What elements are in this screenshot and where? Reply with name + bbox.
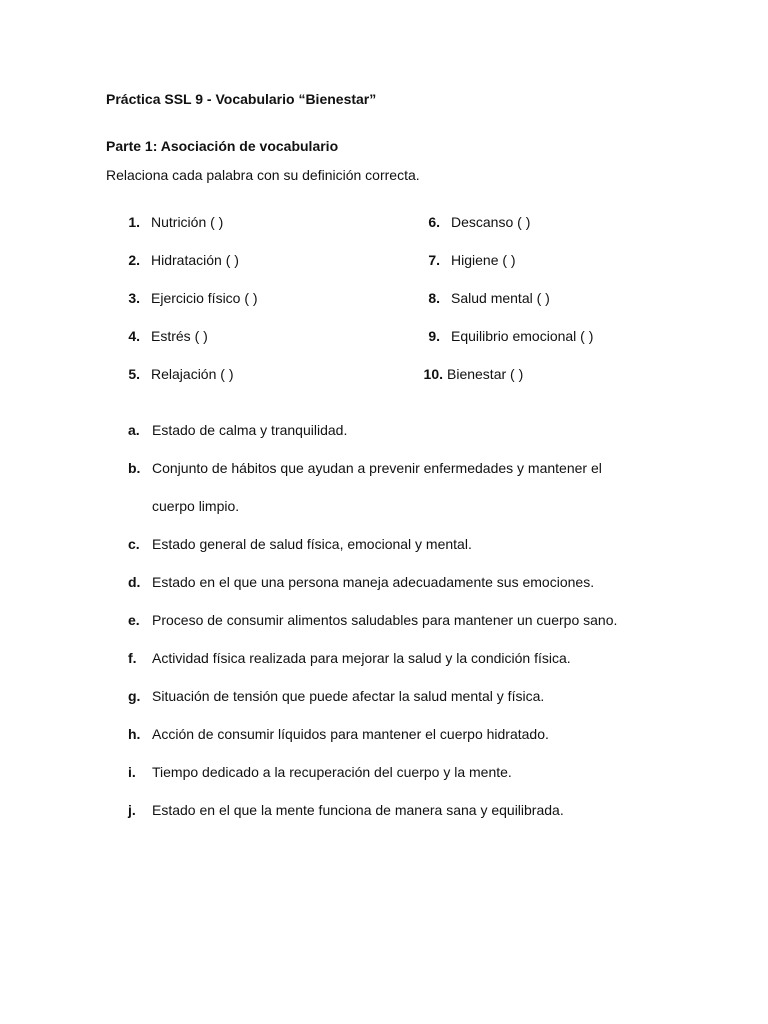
definition-text: Acción de consumir líquidos para mantener el cuerpo hidratado.: [152, 726, 549, 742]
word-label: Descanso ( ): [451, 214, 531, 230]
word-column-right: [406, 203, 593, 393]
word-item: [106, 203, 258, 241]
definition-item: [106, 677, 666, 715]
word-number: 1.: [128, 214, 140, 230]
definition-letter: c.: [128, 536, 140, 552]
word-item: [406, 317, 593, 355]
word-label: Estrés ( ): [151, 328, 208, 344]
word-number: 7.: [428, 252, 440, 268]
word-item: [406, 279, 593, 317]
word-label: Higiene ( ): [451, 252, 516, 268]
word-number: 2.: [128, 252, 140, 268]
definition-text: Estado de calma y tranquilidad.: [152, 422, 348, 438]
word-number: 9.: [428, 328, 440, 344]
word-number: 3.: [128, 290, 140, 306]
definition-item: [106, 715, 666, 753]
definition-letter: f.: [128, 650, 137, 666]
definition-letter: i.: [128, 764, 136, 780]
word-label: Salud mental ( ): [451, 290, 550, 306]
definition-item: [106, 791, 666, 829]
word-number: 8.: [428, 290, 440, 306]
definition-item: [106, 525, 666, 563]
word-item: [406, 241, 593, 279]
definition-letter: e.: [128, 612, 140, 628]
definition-text: Proceso de consumir alimentos saludables para mantener un cuerpo sano.: [152, 612, 618, 628]
word-number: 5.: [128, 366, 140, 382]
definition-list: [106, 411, 666, 829]
word-item: [406, 203, 593, 241]
word-item: [406, 355, 593, 393]
word-label: Nutrición ( ): [151, 214, 224, 230]
word-item: [106, 355, 258, 393]
definition-item: [106, 753, 666, 791]
definition-item: [106, 601, 666, 639]
word-item: [106, 241, 258, 279]
word-label: Equilibrio emocional ( ): [451, 328, 594, 344]
part-heading: Parte 1: Asociación de vocabulario: [106, 138, 339, 154]
definition-text: Estado general de salud física, emocional y mental.: [152, 536, 472, 552]
word-label: Relajación ( ): [151, 366, 234, 382]
definition-item: [106, 449, 666, 525]
word-label: Ejercicio físico ( ): [151, 290, 258, 306]
word-number: 4.: [128, 328, 140, 344]
word-item: [106, 279, 258, 317]
word-column-left: [106, 203, 258, 393]
definition-text: Actividad física realizada para mejorar la salud y la condición física.: [152, 650, 571, 666]
definition-text: Situación de tensión que puede afectar la salud mental y física.: [152, 688, 545, 704]
document-title: Práctica SSL 9 - Vocabulario “Bienestar”: [106, 91, 377, 107]
word-number: 6.: [428, 214, 440, 230]
definition-letter: h.: [128, 726, 141, 742]
word-number: 10.: [423, 366, 443, 382]
word-item: [106, 317, 258, 355]
definition-item: [106, 563, 666, 601]
definition-text: Conjunto de hábitos que ayudan a prevenir enfermedades y mantener el: [152, 460, 602, 476]
definition-letter: a.: [128, 422, 140, 438]
definition-text: Estado en el que la mente funciona de manera sana y equilibrada.: [152, 802, 564, 818]
definition-letter: b.: [128, 460, 141, 476]
word-label: Hidratación ( ): [151, 252, 239, 268]
definition-text: Tiempo dedicado a la recuperación del cuerpo y la mente.: [152, 764, 512, 780]
definition-item: [106, 639, 666, 677]
definition-letter: g.: [128, 688, 141, 704]
definition-text: Estado en el que una persona maneja adecuadamente sus emociones.: [152, 574, 595, 590]
definition-text-continued: cuerpo limpio.: [152, 498, 240, 514]
word-label: Bienestar ( ): [447, 366, 524, 382]
instructions-text: Relaciona cada palabra con su definición correcta.: [106, 167, 420, 183]
definition-letter: j.: [128, 802, 136, 818]
definition-item: [106, 411, 666, 449]
definition-letter: d.: [128, 574, 141, 590]
